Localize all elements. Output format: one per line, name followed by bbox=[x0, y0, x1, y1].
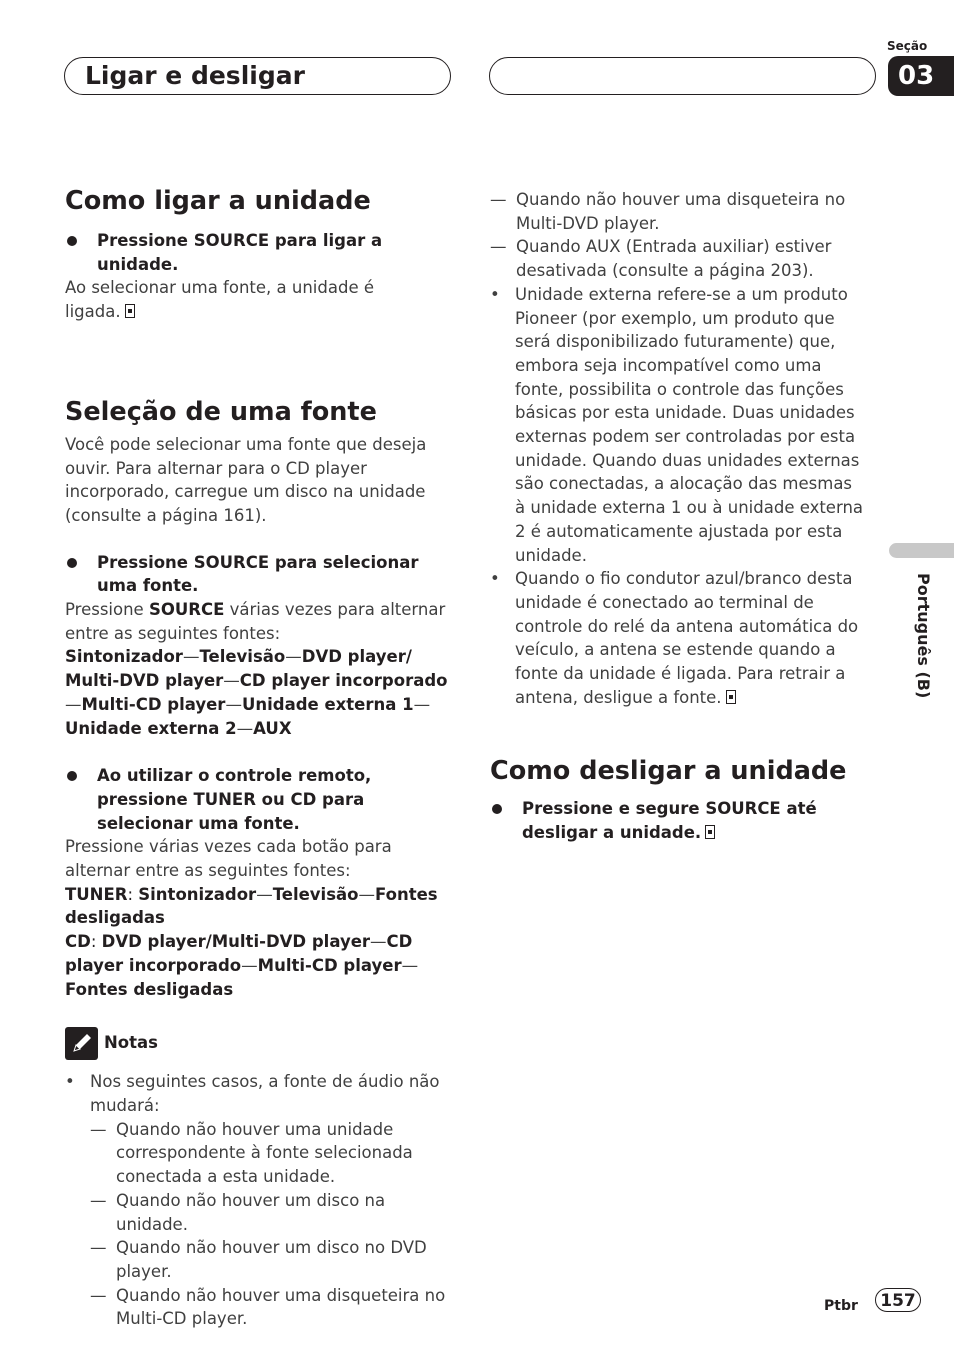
source-item: Fontes desligadas bbox=[65, 884, 438, 928]
bullet-dot-icon bbox=[492, 804, 502, 814]
notes-label: Notas bbox=[104, 1033, 158, 1053]
source-item: DVD player/ Multi-DVD player bbox=[65, 647, 412, 691]
note-text: Nos seguintes casos, a fonte de áudio não mudará: bbox=[90, 1072, 440, 1115]
end-mark-icon bbox=[705, 825, 715, 839]
source-item: CD player incorporado bbox=[239, 671, 448, 691]
note-case-text: Quando não houver uma disqueteira no Multi-CD player. bbox=[116, 1285, 446, 1329]
note-item: • Quando o fio condutor azul/branco desta unidade é conectado ao terminal de controle do relé da antena automática do veículo, a antena se estende quando a fonte da unidade é ligada. Para retrair a antena, desligue a fonte. bbox=[490, 569, 859, 707]
chapter-title-frame bbox=[64, 57, 451, 95]
source-item: Unidade externa 1 bbox=[241, 694, 414, 714]
note-case-text: Quando não houver uma unidade correspondente à fonte selecionada conectada a esta unidade. bbox=[116, 1119, 413, 1187]
language-tab bbox=[889, 543, 954, 558]
note-item: • Unidade externa refere-se a um produto Pioneer (por exemplo, um produto que será disponibilizado futuramente) que, embora seja incompatível como uma fonte, possibilita o controle das funções básicas por esta unidade. Duas unidades externas podem ser controladas por esta unidade. Quando duas unidades externas são conectadas, a alocação das mesmas à unidade externa 1 ou à unidade externa 2 é automaticamente ajustada por esta unidade. bbox=[490, 284, 864, 565]
step1-body bbox=[65, 598, 455, 645]
note-case: — Quando não houver uma disqueteira no Multi-CD player. bbox=[90, 1285, 446, 1329]
ligar-body-text: Ao selecionar uma fonte, a unidade é ligada. bbox=[65, 278, 374, 322]
step-desligar bbox=[490, 797, 880, 844]
step2-body: Pressione várias vezes cada botão para alternar entre as seguintes fontes: bbox=[65, 837, 392, 881]
note-case: — Quando AUX (Entrada auxiliar) estiver desativada (consulte a página 203). bbox=[490, 237, 832, 281]
bullet-dot-icon bbox=[67, 236, 77, 246]
source-item: DVD player/Multi-DVD player bbox=[101, 932, 371, 952]
note-case-text: Quando não houver uma disqueteira no Multi-DVD player. bbox=[516, 190, 846, 233]
language-label: Português (B) bbox=[914, 573, 933, 699]
language-code: Ptbr bbox=[824, 1298, 858, 1314]
ligar-body bbox=[65, 276, 395, 323]
source-sequence: Sintonizador—Televisão—DVD player/ Multi-DVD player—CD player incorporado —Multi-CD player—Unidade externa 1— Unidade externa 2—AUX bbox=[65, 647, 448, 738]
note-case: — Quando não houver um disco no DVD player. bbox=[90, 1238, 427, 1281]
step1-body-pre: Pressione bbox=[65, 600, 149, 620]
source-item: Sintonizador bbox=[138, 884, 257, 904]
cd-sequence: CD: DVD player/Multi-DVD player—CD player incorporado—Multi-CD player—Fontes desligadas bbox=[65, 932, 419, 999]
source-item: Multi-CD player bbox=[81, 694, 226, 714]
end-mark-icon bbox=[125, 304, 135, 318]
step-controle-remoto bbox=[65, 764, 455, 835]
bullet-dot-icon bbox=[67, 771, 77, 781]
source-item: Sintonizador bbox=[65, 647, 183, 667]
pencil-note-icon bbox=[65, 1027, 98, 1060]
section-label: Seção bbox=[887, 39, 928, 53]
selecao-intro: Você pode selecionar uma fonte que deseja ouvir. Para alternar para o CD player incorporado, carregue um disco na unidade (consulte a página 161). bbox=[65, 434, 427, 525]
step-ligar-text: Pressione SOURCE para ligar a unidade. bbox=[97, 231, 383, 274]
note-case-text: Quando AUX (Entrada auxiliar) estiver desativada (consulte a página 203). bbox=[516, 237, 832, 281]
note-item: • Nos seguintes casos, a fonte de áudio não mudará: bbox=[65, 1072, 440, 1115]
heading-como-ligar: Como ligar a unidade bbox=[65, 186, 371, 216]
note-case: — Quando não houver uma disqueteira no Multi-DVD player. bbox=[490, 190, 846, 233]
note-text: Unidade externa refere-se a um produto Pioneer (por exemplo, um produto que será disponibilizado futuramente) que, embora seja incompatível como uma fonte, possibilita o controle das funções básicas por esta unidade. Duas unidades externas podem ser controladas por esta unidade. Quando duas unidades externas são conectadas, a alocação das mesmas à unidade externa 1 ou à unidade externa 2 é automaticamente ajustada por esta unidade. bbox=[515, 284, 864, 565]
note-case: — Quando não houver uma unidade correspondente à fonte selecionada conectada a esta unidade. bbox=[90, 1119, 413, 1187]
chapter-title: Ligar e desligar bbox=[85, 61, 305, 90]
note-case-text: Quando não houver um disco na unidade. bbox=[116, 1190, 386, 1234]
header-blank-frame bbox=[489, 57, 876, 95]
page-number: 157 bbox=[875, 1288, 921, 1312]
source-item: Unidade externa 2 bbox=[65, 718, 237, 738]
notes-header bbox=[65, 1027, 455, 1061]
step-ligar bbox=[65, 229, 455, 276]
source-item: AUX bbox=[253, 718, 292, 738]
note-case-text: Quando não houver um disco no DVD player. bbox=[116, 1238, 427, 1281]
source-item: Televisão bbox=[272, 884, 359, 904]
pencil-icon bbox=[65, 1027, 98, 1060]
source-item: CD player incorporado bbox=[65, 932, 413, 975]
tuner-key: TUNER bbox=[65, 884, 128, 904]
step-selecionar-text: Pressione SOURCE para selecionar uma fonte. bbox=[97, 552, 419, 596]
tuner-sequence: TUNER: Sintonizador—Televisão—Fontes desligadas bbox=[65, 884, 438, 928]
step-controle-text: Ao utilizar o controle remoto, pressione TUNER ou CD para selecionar uma fonte. bbox=[97, 766, 372, 833]
cd-key: CD bbox=[65, 932, 91, 952]
notes-list-left bbox=[65, 1070, 455, 1331]
source-item: Televisão bbox=[199, 647, 286, 667]
heading-como-desligar: Como desligar a unidade bbox=[490, 756, 847, 786]
left-column bbox=[65, 186, 455, 1331]
step-selecionar-fonte bbox=[65, 551, 455, 598]
note-text: Quando o fio condutor azul/branco desta unidade é conectado ao terminal de controle do relé da antena automática do veículo, a antena se estende quando a fonte da unidade é ligada. Para retrair a antena, desligue a fonte. bbox=[515, 569, 859, 707]
right-column-desligar bbox=[490, 756, 880, 844]
section-number-badge: 03 bbox=[888, 56, 954, 96]
note-case: — Quando não houver um disco na unidade. bbox=[90, 1190, 386, 1234]
step-desligar-text: Pressione e segure SOURCE até desligar a unidade. bbox=[522, 799, 817, 842]
end-mark-icon bbox=[726, 690, 736, 704]
source-item: Multi-CD player bbox=[257, 955, 402, 975]
right-column bbox=[490, 188, 866, 709]
heading-selecao: Seleção de uma fonte bbox=[65, 396, 377, 427]
step1-body-post: várias vezes para alternar entre as seguintes fontes: bbox=[65, 600, 446, 643]
source-key: SOURCE bbox=[148, 600, 225, 620]
source-item: Fontes desligadas bbox=[65, 979, 234, 999]
bullet-dot-icon bbox=[67, 558, 77, 568]
